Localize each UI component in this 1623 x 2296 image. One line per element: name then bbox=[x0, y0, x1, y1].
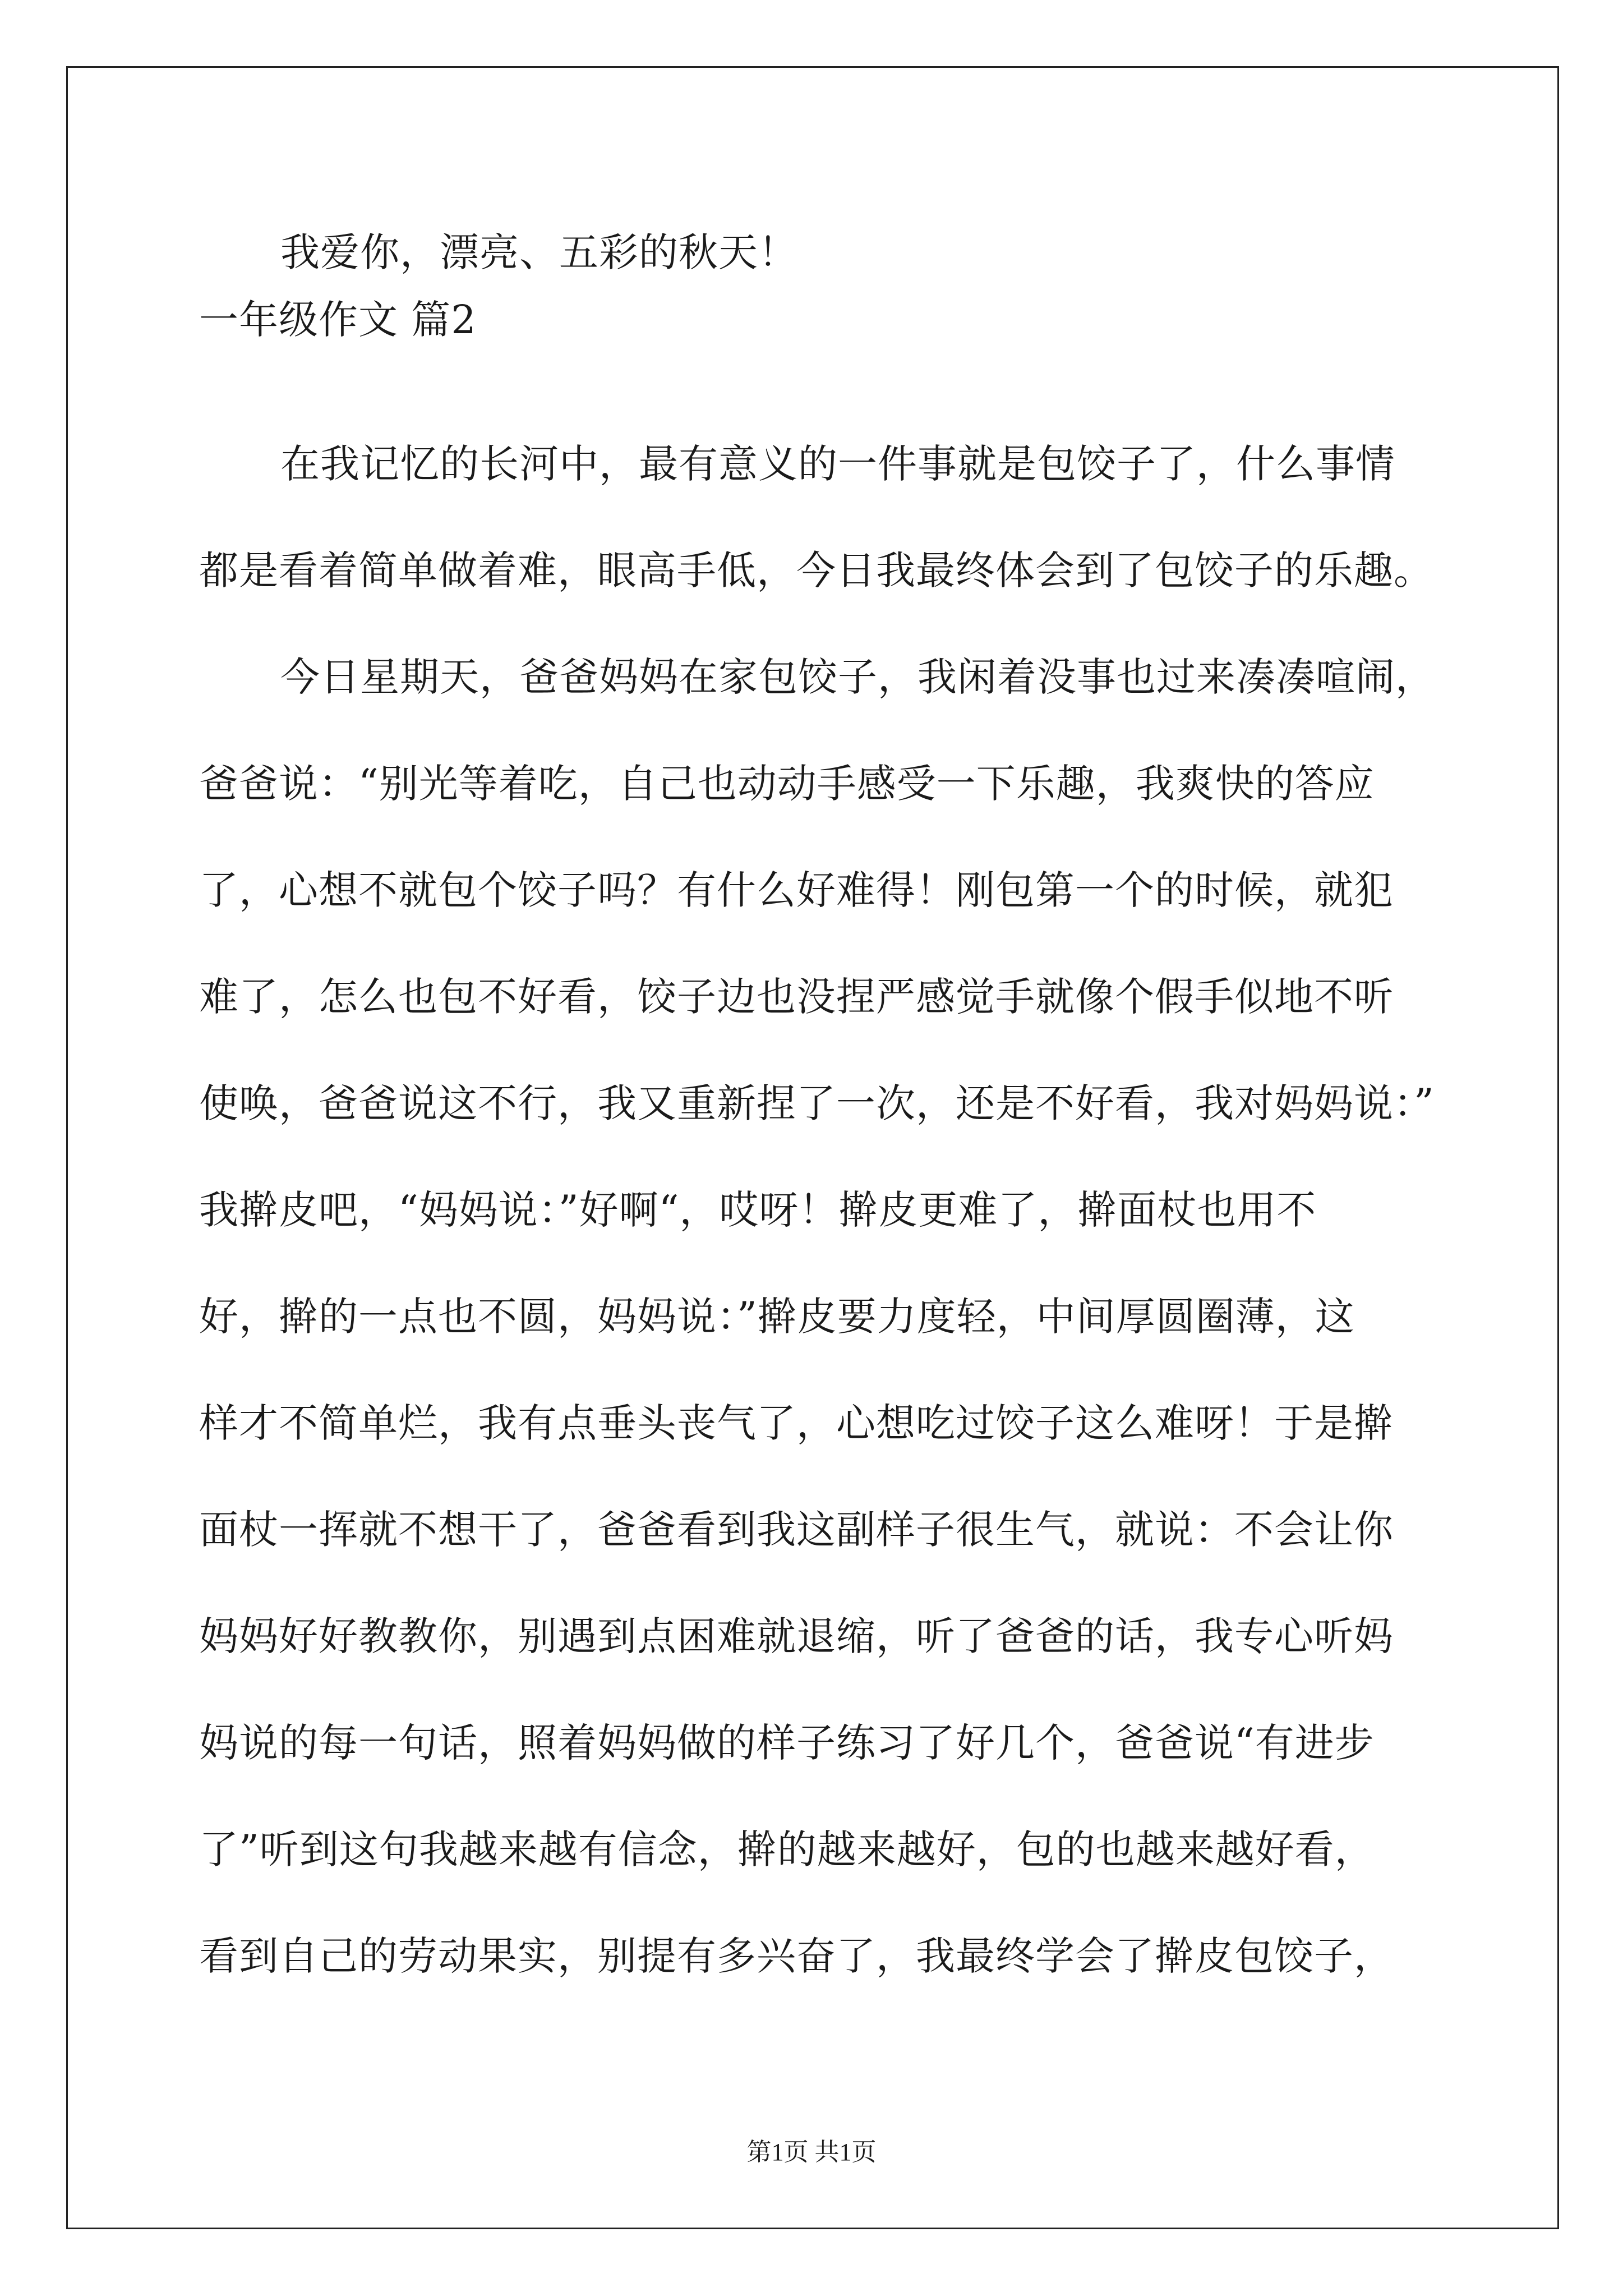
paragraph-line: 今日星期天，爸爸妈妈在家包饺子，我闲着没事也过来凑凑喧闹， bbox=[280, 654, 1435, 700]
paragraph-line: 好，擀的一点也不圆，妈妈说：”擀皮要力度轻，中间厚圆圈薄，这 bbox=[199, 1294, 1355, 1340]
page-number: 第1页 共1页 bbox=[746, 2138, 877, 2166]
paragraph-line: 难了，怎么也包不好看，饺子边也没捏严感觉手就像个假手似地不听 bbox=[199, 974, 1394, 1020]
paragraph-line: 爸爸说：“别光等着吃，自己也动动手感受一下乐趣，我爽快的答应 bbox=[199, 761, 1375, 807]
paragraph-line: 了”听到这句我越来越有信念，擀的越来越好，包的也越来越好看， bbox=[199, 1826, 1375, 1872]
page-border bbox=[66, 66, 1559, 2229]
paragraph-line: 妈说的每一句话，照着妈妈做的样子练习了好几个，爸爸说“有进步 bbox=[199, 1720, 1375, 1766]
paragraph-line: 了，心想不就包个饺子吗？有什么好难得！刚包第一个的时候，就犯 bbox=[199, 867, 1394, 913]
paragraph-line: 使唤，爸爸说这不行，我又重新捏了一次，还是不好看，我对妈妈说：” bbox=[199, 1080, 1435, 1126]
paragraph-line: 我擀皮吧，“妈妈说：”好啊“，哎呀！擀皮更难了，擀面杖也用不 bbox=[199, 1187, 1317, 1233]
paragraph-line: 都是看着简单做着难，眼高手低，今日我最终体会到了包饺子的乐趣。 bbox=[199, 547, 1433, 593]
paragraph-line: 样才不简单烂，我有点垂头丧气了，心想吃过饺子这么难呀！于是擀 bbox=[199, 1400, 1394, 1446]
paragraph-line: 看到自己的劳动果实，别提有多兴奋了，我最终学会了擀皮包饺子， bbox=[199, 1933, 1394, 1979]
paragraph-line: 妈妈好好教教你，别遇到点困难就退缩，听了爸爸的话，我专心听妈 bbox=[199, 1613, 1394, 1659]
paragraph-line: 面杖一挥就不想干了，爸爸看到我这副样子很生气，就说：不会让你 bbox=[199, 1507, 1394, 1553]
closing-sentence: 我爱你，漂亮、五彩的秋天！ bbox=[280, 229, 798, 275]
section-heading: 一年级作文 篇2 bbox=[199, 297, 477, 343]
paragraph-line: 在我记忆的长河中，最有意义的一件事就是包饺子了，什么事情 bbox=[280, 441, 1395, 487]
